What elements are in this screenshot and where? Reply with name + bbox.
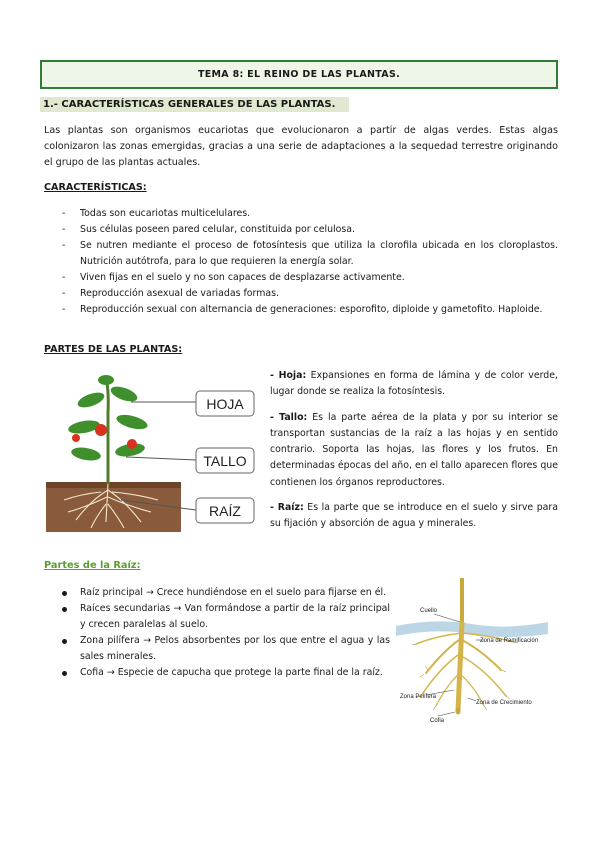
list-item: Zona pilífera → Pelos absorbentes por los que entre el agua y las sales minerales. [60,633,390,665]
list-item: - Todas son eucariotas multicelulares. [60,206,558,222]
term: - Tallo: [270,411,308,423]
part-root [270,500,558,533]
list-item: - Reproducción sexual con alternancia de generaciones: esporofito, diploide y gametofito. Haploide. [60,302,558,318]
intro-paragraph: Las plantas son organismos eucariotas que evolucionaron a partir de algas verdes. Estas algas colonizaron las zonas emergidas, gracias a una serie de adaptaciones a la sequedad terrestre originando el grupo de las plantas actuales. [44,125,558,168]
definition: Es la parte que se introduce en el suelo y sirve para su fijación y absorción de agua y minerales. [270,502,558,530]
parts-descriptions [270,368,558,542]
page-title: TEMA 8: EL REINO DE LAS PLANTAS. [40,60,558,89]
characteristics-list [60,206,558,318]
list-item: Raíz principal → Crece hundiéndose en el suelo para fijarse en él. [60,585,390,601]
definition: Expansiones en forma de lámina y de color verde, lugar donde se realiza la fotosíntesis. [270,370,558,398]
label-leaf: HOJA [206,396,244,412]
section-heading: 1.- CARACTERÍSTICAS GENERALES DE LAS PLANTAS. [40,97,349,112]
figure-labels [196,391,254,523]
root-parts-heading: Partes de la Raíz: [44,560,141,571]
soil [46,484,181,532]
list-item: - Sus células poseen pared celular, constituida por celulosa. [60,222,558,238]
root-parts-list [60,585,390,681]
characteristics-heading: CARACTERÍSTICAS: [44,182,147,193]
list-item: - Reproducción asexual de variadas formas. [60,286,558,302]
part-stem [270,410,558,491]
part-leaf [270,368,558,401]
term: - Raíz: [270,502,304,514]
list-item: Cofia → Especie de capucha que protege la parte final de la raíz. [60,665,390,681]
label-hair-zone: Zona Pelífera [400,694,437,700]
parts-heading: PARTES DE LAS PLANTAS: [44,344,183,355]
label-cap: Cofia [430,718,445,724]
plant-diagram [46,372,256,532]
label-growth-zone: Zona de Crecimiento [476,700,532,706]
label-stem: TALLO [203,453,247,469]
list-item: Raíces secundarias → Van formándose a partir de la raíz principal y crecen paralelas al suelo. [60,601,390,633]
list-item: - Se nutren mediante el proceso de fotosíntesis que utiliza la clorofila ubicada en los cloroplastos. Nutrición autótrofa, para lo que requieren la energía solar. [60,238,558,270]
root-cap [456,708,461,715]
term: - Hoja: [270,370,307,381]
label-neck: Cuello [420,608,438,614]
list-item: - Viven fijas en el suelo y no son capaces de desplazarse activamente. [60,270,558,286]
root-diagram [396,578,548,728]
definition: Es la parte aérea de la plata y por su interior se transportan sustancias de la raíz a las hojas y en sentido contrario. Soporta las hojas, las flores y los frutos. En determinadas épocas del año, en el tallo aparecen flores que contienen los órganos reproductores. [270,411,558,488]
label-root: RAÍZ [209,503,241,519]
label-branching: Zona de Ramificación [480,638,539,644]
